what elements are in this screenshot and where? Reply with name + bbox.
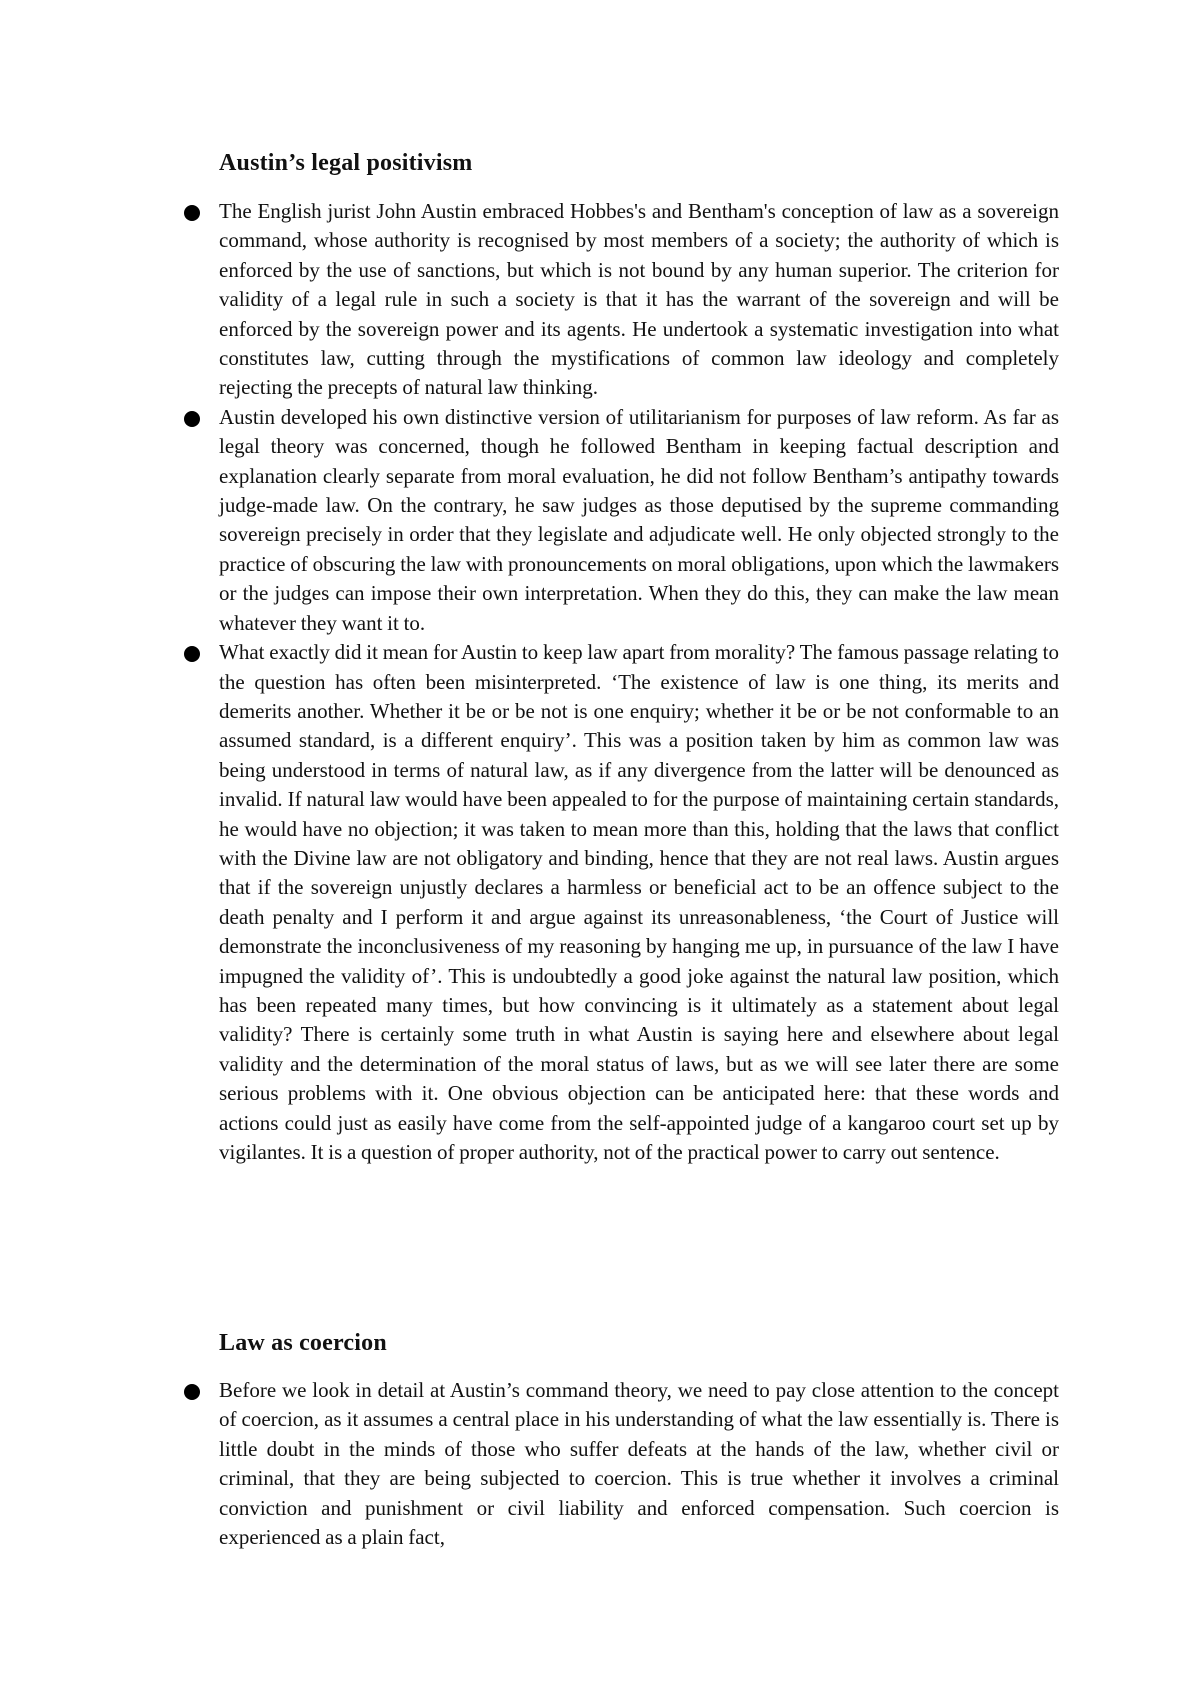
bullet-dot-icon (184, 411, 200, 427)
bullet-paragraph: Before we look in detail at Austin’s command theory, we need to pay close attention to the concept of coercion, as it assumes a central place in his understanding of what the law essentially is. There is little doubt in the minds of those who suffer defeats at the hands of the law, whether civil or criminal, that they are being subjected to coercion. This is true whether it involves a criminal conviction and punishment or civil liability and enforced compensation. Such coercion is experienced as a plain fact, (219, 1378, 1059, 1550)
bullet-dot-icon (184, 205, 200, 221)
bullet-dot-icon (184, 646, 200, 662)
bullet-dot-icon (184, 1384, 200, 1400)
bullet-item (0, 197, 1200, 403)
section-heading-law-as-coercion: Law as coercion (219, 1330, 387, 1356)
bullet-item (0, 403, 1200, 638)
bullet-list-coercion (0, 1376, 1200, 1552)
bullet-paragraph: Austin developed his own distinctive version of utilitarianism for purposes of law reform. As far as legal theory was concerned, though he followed Bentham in keeping factual description and explanation clearly separate from moral evaluation, he did not follow Bentham’s antipathy towards judge-made law. On the contrary, he saw judges as those deputised by the supreme commanding sovereign precisely in order that they legislate and adjudicate well. He only objected strongly to the practice of obscuring the law with pronouncements on moral obligations, upon which the lawmakers or the judges can impose their own interpretation. When they do this, they can make the law mean whatever they want it to. (219, 404, 1059, 635)
bullet-paragraph: What exactly did it mean for Austin to keep law apart from morality? The famous passage relating to the question has often been misinterpreted. ‘The existence of law is one thing, its merits and demerits another. Whether it be or be not is one enquiry; whether it be or be not conformable to an assumed standard, is a different enquiry’. This was a position taken by him as common law was being understood in terms of natural law, as if any divergence from the latter will be denounced as invalid. If natural law would have been appealed to for the purpose of maintaining certain standards, he would have no objection; it was taken to mean more than this, holding that the laws that conflict with the Divine law are not obligatory and binding, hence that they are not real laws. Austin argues that if the sovereign unjustly declares a harmless or beneficial act to be an offence subject to the death penalty and I perform it and argue against its unreasonableness, ‘the Court of Justice will demonstrate the inconclusiveness of my reasoning by hanging me up, in pursuance of the law I have impugned the validity of’. This is undoubtedly a good joke against the natural law position, which has been repeated many times, but how convincing is it ultimately as a statement about legal validity? There is certainly some truth in what Austin is saying here and elsewhere about legal validity and the determination of the moral status of laws, but as we will see later there are some serious problems with it. One obvious objection can be anticipated here: that these words and actions could just as easily have come from the self-appointed judge of a kangaroo court set up by vigilantes. It is a question of proper authority, not of the practical power to carry out sentence. (219, 640, 1059, 1164)
bullet-item (0, 1376, 1200, 1552)
bullet-paragraph: The English jurist John Austin embraced Hobbes's and Bentham's conception of law as a sovereign command, whose authority is recognised by most members of a society; the authority of which is enforced by the use of sanctions, but which is not bound by any human superior. The criterion for validity of a legal rule in such a society is that it has the warrant of the sovereign and will be enforced by the sovereign power and its agents. He undertook a systematic investigation into what constitutes law, cutting through the mystifications of common law ideology and completely rejecting the precepts of natural law thinking. (219, 199, 1059, 400)
section-heading-austins-legal-positivism: Austin’s legal positivism (219, 150, 473, 176)
bullet-item (0, 638, 1200, 1167)
bullet-list-positivism (0, 197, 1200, 1167)
